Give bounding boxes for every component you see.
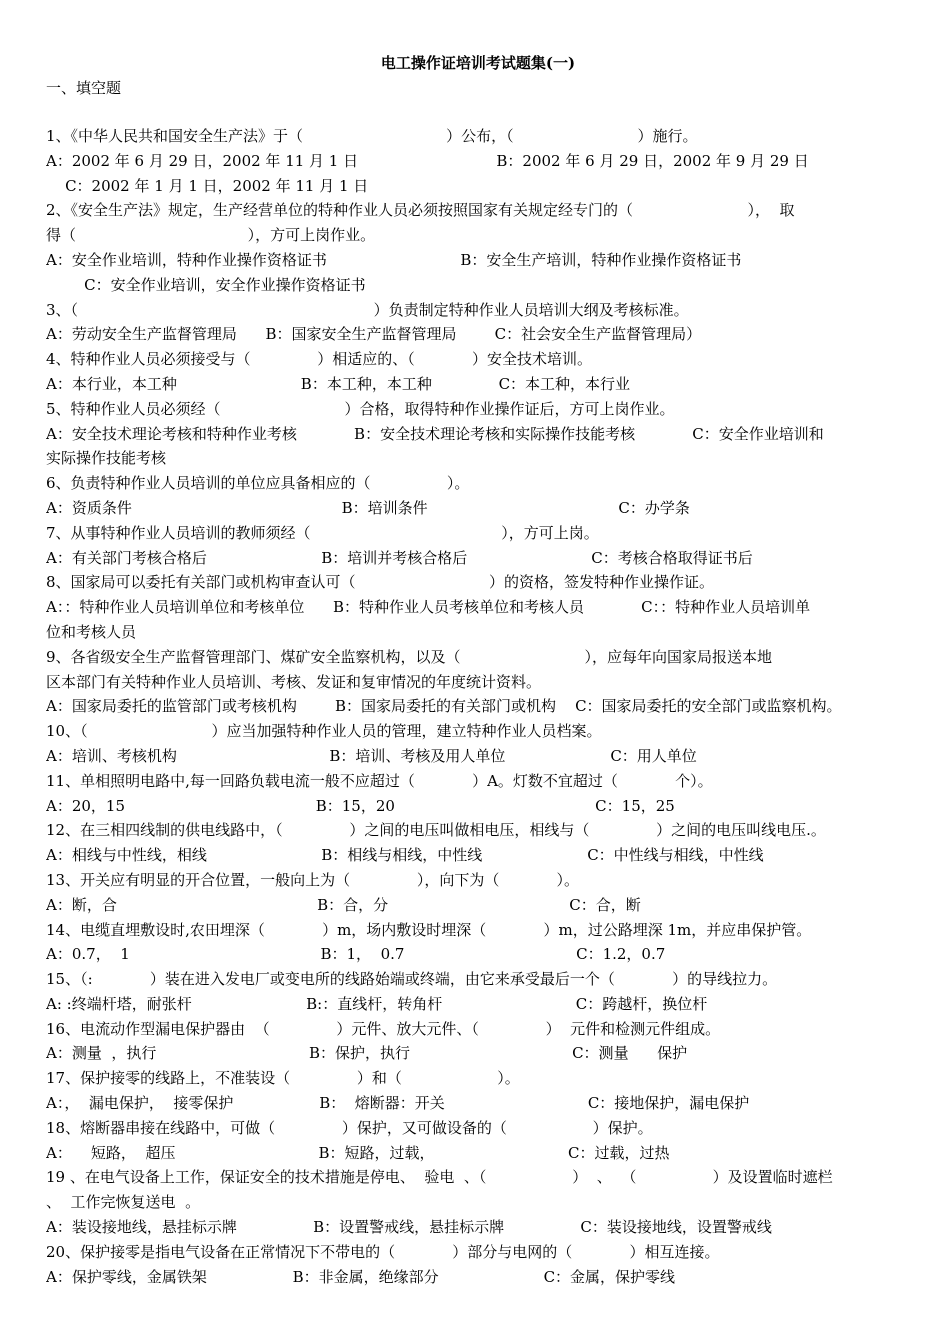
text-line: 20、保护接零是指电气设备在正常情况下不带电的（ ）部分与电网的（ ）相互连接。 bbox=[46, 1242, 720, 1261]
text-line: 1、《中华人民共和国安全生产法》于（ ）公布，（ ）施行。 bbox=[46, 127, 698, 145]
text-line: A： 短路， 超压 B：短路，过载， C：过载，过热 bbox=[46, 1143, 670, 1162]
text-line: C：2002 年 1 月 1 日，2002 年 11 月 1 日 bbox=[46, 176, 369, 195]
text-line: 2、《安全生产法》规定，生产经营单位的特种作业人员必须按照国家有关规定经专门的（ ）， 取 bbox=[46, 201, 795, 220]
text-line: A：本行业，本工种 B：本工种，本工种 C：本工种，本行业 bbox=[46, 374, 631, 393]
text-line: 11、单相照明电路中,每一回路负载电流一般不应超过（ ）A。灯数不宜超过（ 个）。 bbox=[46, 771, 713, 790]
text-line: 6、负责特种作业人员培训的单位应具备相应的（ ）。 bbox=[46, 474, 470, 493]
text-line: 13、开关应有明显的开合位置，一般向上为（ ），向下为（ ）。 bbox=[46, 870, 580, 889]
text-line: 3、（ ）负责制定特种作业人员培训大纲及考核标准。 bbox=[46, 300, 689, 319]
text-line: A：， 漏电保护， 接零保护 B： 熔断器：开关 C：接地保护，漏电保护 bbox=[46, 1094, 750, 1113]
text-line: 4、特种作业人员必须接受与（ ）相适应的、（ ）安全技术培训。 bbox=[46, 350, 593, 369]
text-line: A：资质条件 B：培训条件 C：办学条 bbox=[46, 498, 690, 517]
text-line: 19 、在电气设备上工作，保证安全的技术措施是停电、 验电 、（ ） 、 （ ）及设置临时遮栏 bbox=[46, 1168, 833, 1187]
text-line: A：0.7， 1 B：1， 0.7 C：1.2，0.7 bbox=[46, 945, 666, 964]
text-line: 18、熔断器串接在线路中，可做（ ）保护，又可做设备的（ ）保护。 bbox=[46, 1118, 653, 1137]
text-line: 得（ ），方可上岗作业。 bbox=[46, 226, 376, 245]
text-line: 9、各省级安全生产监督管理部门、煤矿安全监察机构，以及（ ），应每年向国家局报送本地 bbox=[46, 647, 773, 666]
text-line: 实际操作技能考核 bbox=[46, 449, 167, 468]
text-line: A: :终端杆塔，耐张杆 B:：直线杆，转角杆 C：跨越杆，换位杆 bbox=[46, 994, 708, 1013]
text-line: A：断，合 B：合，分 C：合，断 bbox=[46, 895, 641, 914]
text-line: 7、从事特种作业人员培训的教师须经（ ），方可上岗。 bbox=[46, 523, 599, 542]
text-line: A：：特种作业人员培训单位和考核单位 B：特种作业人员考核单位和考核人员 C：：特种作业人员培训单 bbox=[46, 598, 811, 617]
text-line: 5、特种作业人员必须经（ ）合格，取得特种作业操作证后，方可上岗作业。 bbox=[46, 399, 675, 418]
text-line: A：安全技术理论考核和特种作业考核 B：安全技术理论考核和实际操作技能考核 C：安全作业培训和 bbox=[46, 424, 824, 443]
text-line: A：测量 ，执行 B：保护，执行 C：测量 保护 bbox=[46, 1044, 688, 1063]
text-line: A：培训、考核机构 B：培训、考核及用人单位 C：用人单位 bbox=[46, 746, 697, 765]
question-list bbox=[46, 124, 910, 1289]
text-line: 8、国家局可以委托有关部门或机构审查认可（ ）的资格，签发特种作业操作证。 bbox=[46, 573, 715, 592]
text-line: 位和考核人员 bbox=[46, 622, 137, 641]
text-line: A：20，15 B：15，20 C：15，25 bbox=[46, 796, 675, 815]
section-heading: 一、填空题 bbox=[46, 79, 122, 97]
text-line: C：安全作业培训，安全作业操作资格证书 bbox=[46, 275, 366, 294]
text-line: 10、（ ）应当加强特种作业人员的管理，建立特种作业人员档案。 bbox=[46, 722, 602, 741]
text-line: A：国家局委托的监管部门或考核机构 B：国家局委托的有关部门或机构 C：国家局委托的安全部门或监察机构。 bbox=[46, 697, 842, 716]
text-line: A：有关部门考核合格后 B：培训并考核合格后 C：考核合格取得证书后 bbox=[46, 548, 753, 567]
text-line: A：装设接地线，悬挂标示牌 B：设置警戒线，悬挂标示牌 C：装设接地线，设置警戒线 bbox=[46, 1218, 772, 1237]
document-title: 电工操作证培训考试题集(一) bbox=[380, 54, 576, 72]
text-line: A：安全作业培训，特种作业操作资格证书 B：安全生产培训，特种作业操作资格证书 bbox=[46, 250, 742, 269]
text-line: 14、电缆直埋敷设时,农田埋深（ ）m，场内敷设时埋深（ ）m，过公路埋深 1m，并应串保护管。 bbox=[46, 920, 812, 939]
text-line: 12、在三相四线制的供电线路中，（ ）之间的电压叫做相电压，相线与（ ）之间的电压叫线电压.。 bbox=[46, 821, 826, 840]
text-line: 17、保护接零的线路上，不准装设（ ）和（ ）。 bbox=[46, 1069, 520, 1088]
text-line: A：2002 年 6 月 29 日，2002 年 11 月 1 日 B：2002 年 6 月 29 日，2002 年 9 月 29 日 bbox=[46, 151, 809, 170]
text-line: A：保护零线，金属铁架 B：非金属，绝缘部分 C：金属，保护零线 bbox=[46, 1267, 676, 1286]
text-line: 15、（: ）装在进入发电厂或变电所的线路始端或终端，由它来承受最后一个（ ）的导线拉力。 bbox=[46, 970, 778, 989]
text-line: 、 工作完恢复送电 。 bbox=[46, 1193, 201, 1212]
text-line: 区本部门有关特种作业人员培训、考核、发证和复审情况的年度统计资料。 bbox=[46, 672, 542, 691]
text-line: A：劳动安全生产监督管理局 B：国家安全生产监督管理局 C：社会安全生产监督管理局） bbox=[46, 325, 702, 344]
text-line: A：相线与中性线，相线 B：相线与相线，中性线 C：中性线与相线，中性线 bbox=[46, 846, 764, 865]
text-line: 16、电流动作型漏电保护器由 （ ）元件、放大元件、（ ） 元件和检测元件组成。 bbox=[46, 1019, 721, 1038]
